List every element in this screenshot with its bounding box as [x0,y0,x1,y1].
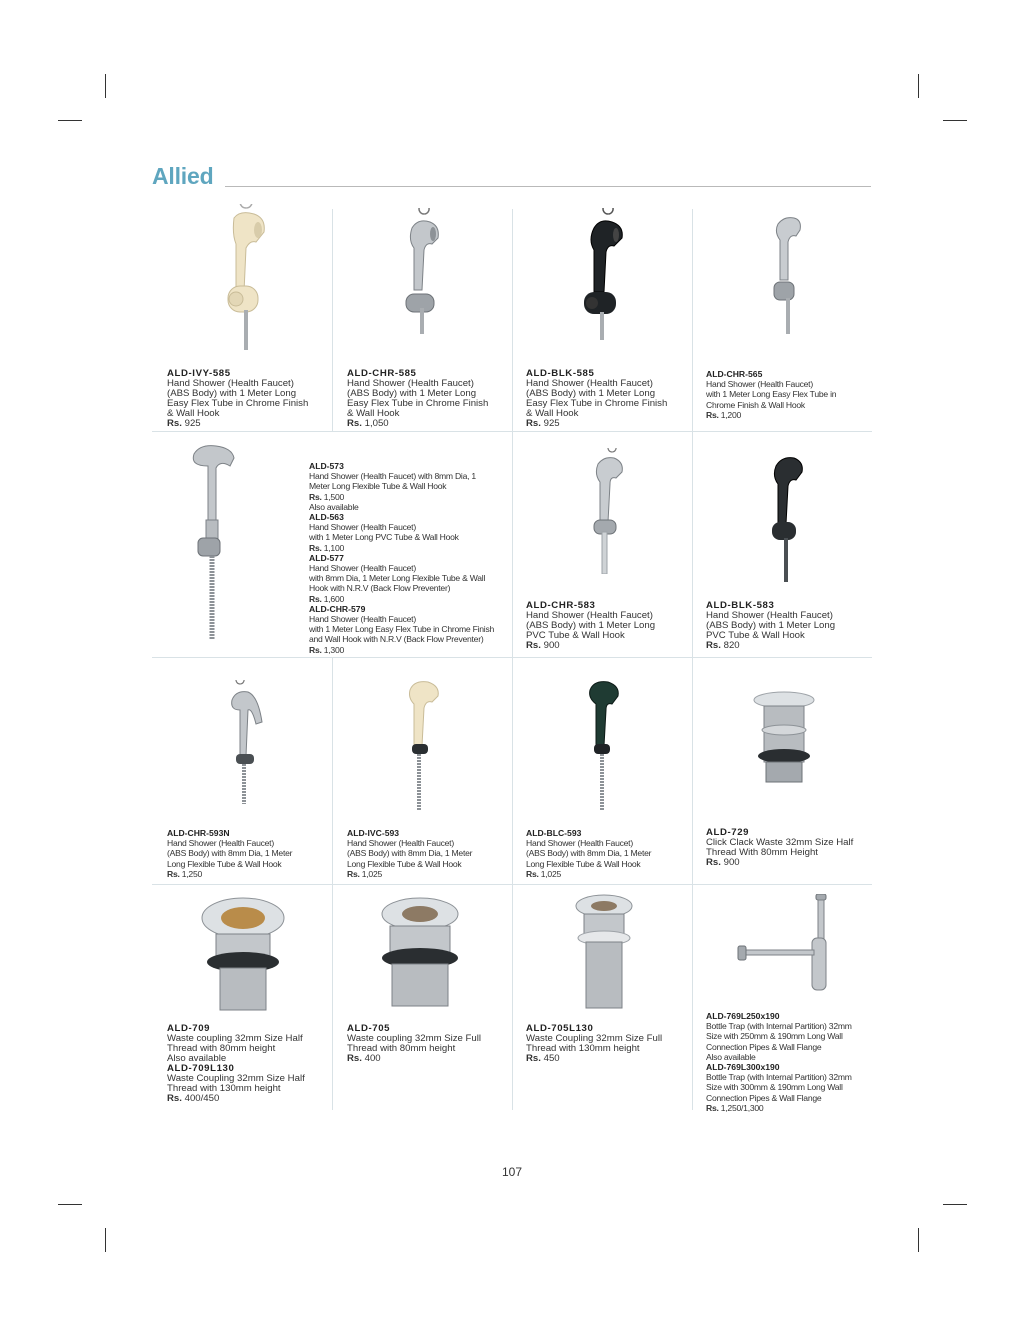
also-available-label: Also available [167,1053,227,1064]
hand-shower-icon [214,204,274,355]
product-desc-line: Waste Coupling 32mm Size Full [526,1033,663,1044]
hand-shower-icon [398,208,446,339]
price-prefix: Rs. [526,640,541,651]
also-available-label: Also available [706,1051,756,1062]
crop-mark [58,1204,82,1205]
variant-code: ALD-709L130 [167,1063,235,1074]
product-code: ALD-CHR-585 [347,368,417,379]
column-divider [512,209,513,431]
page-number: 107 [501,1165,523,1179]
price-prefix: Rs. [309,491,322,502]
also-available-label: Also available [309,501,359,512]
product-code: ALD-769L250x190 [706,1011,780,1021]
product-code: ALD-705L130 [526,1023,594,1034]
product-desc-line: Bottle Trap (with Internal Partition) 32mm [706,1072,852,1083]
column-divider [332,658,333,884]
product-code: ALD-709 [167,1023,211,1034]
product-ALD-CHR-593N [167,828,327,879]
product-ALD-CHR-585 [347,369,507,429]
waste-coupling-icon [752,690,816,791]
product-desc-line: Hand Shower (Health Faucet) [706,379,813,390]
price-prefix: Rs. [526,1053,541,1064]
waste-coupling-icon [200,896,286,1019]
product-desc-line: (ABS Body) with 1 Meter Long [526,620,656,631]
product-code: ALD-CHR-593N [167,828,230,838]
product-desc-line: Waste Coupling 32mm Size Half [167,1073,305,1084]
product-price [706,1103,872,1113]
product-desc-line: (ABS Body) with 1 Meter Long [167,388,297,399]
product-desc-line: Size with 250mm & 190mm Long Wall [706,1031,843,1042]
product-desc-line: Waste coupling 32mm Size Half [167,1033,303,1044]
product-desc-line: Long Flexible Tube & Wall Hook [526,858,641,869]
product-desc-line: Hand Shower (Health Faucet) [526,610,653,621]
price-prefix: Rs. [347,1053,362,1064]
product-price [167,419,327,429]
product-code: ALD-IVY-585 [167,368,231,379]
price-prefix: Rs. [167,1093,182,1104]
hand-shower-icon [578,208,630,345]
product-desc-line: with 1 Meter Long Easy Flex Tube in [706,389,837,400]
price-prefix: Rs. [526,868,539,879]
product-desc-line: Hand Shower (Health Faucet) [167,838,274,849]
product-desc-line: Hand Shower (Health Faucet) [309,522,416,533]
product-desc-line: Hook with N.R.V (Back Flow Preventer) [309,583,451,594]
product-desc-line: & Wall Hook [347,408,400,419]
product-desc-line: Easy Flex Tube in Chrome Finish [347,398,489,409]
variant-price [309,594,509,604]
product-desc-line: Hand Shower (Health Faucet) [526,378,653,389]
column-divider [692,885,693,1110]
product-desc-line: Thread With 80mm Height [706,847,818,858]
product-price [526,641,686,651]
price-value: 1,500 [323,491,345,502]
price-value: 1,250 [181,868,203,879]
product-ALD-CHR-565 [706,369,872,420]
price-prefix: Rs. [526,418,541,429]
product-desc-line: Thread with 80mm height [167,1043,276,1054]
product-desc-line: with 1 Meter Long PVC Tube & Wall Hook [309,532,459,543]
product-desc-line: Hand Shower (Health Faucet) [706,610,833,621]
title-rule [225,186,871,187]
price-value: 1,100 [323,542,345,553]
product-code: ALD-573 [309,461,344,471]
crop-mark [918,74,919,98]
hand-shower-icon [186,440,240,649]
product-desc-line: Bottle Trap (with Internal Partition) 32mm [706,1021,852,1032]
waste-coupling-icon [574,894,634,1017]
product-desc-line: Easy Flex Tube in Chrome Finish [526,398,668,409]
variant-code: ALD-CHR-579 [309,603,366,614]
product-desc-line: Hand Shower (Health Faucet) [347,838,454,849]
product-desc-line: Hand Shower (Health Faucet) [167,378,294,389]
product-desc-line: Long Flexible Tube & Wall Hook [167,858,282,869]
product-desc-line: Hand Shower (Health Faucet) with 8mm Dia, 1 [309,471,476,482]
product-code: ALD-CHR-583 [526,600,596,611]
price-value: 820 [723,640,740,651]
price-prefix: Rs. [347,868,360,879]
product-price [347,869,507,879]
product-ALD-BLK-583 [706,601,872,651]
product-ALD-709 [167,1024,327,1104]
price-value: 400/450 [184,1093,220,1104]
product-desc-line: Waste coupling 32mm Size Full [347,1033,482,1044]
product-ALD-BLK-585 [526,369,686,429]
product-ALD-705L130 [526,1024,686,1064]
page-title: Allied [152,163,214,189]
price-value: 1,025 [361,868,383,879]
variant-code: ALD-563 [309,512,344,523]
product-desc-line: (ABS Body) with 1 Meter Long [347,388,477,399]
product-desc-line: Size with 300mm & 190mm Long Wall [706,1082,843,1093]
product-ALD-573 [309,461,509,655]
product-ALD-769L250x190 [706,1011,872,1113]
price-prefix: Rs. [347,418,362,429]
product-desc-line: (ABS Body) with 8mm Dia, 1 Meter [526,848,652,859]
product-price [706,410,872,420]
price-value: 1,050 [364,418,389,429]
product-code: ALD-729 [706,827,750,838]
price-value: 400 [364,1053,381,1064]
variant-price [309,645,509,655]
product-desc-line: Hand Shower (Health Faucet) [309,563,416,574]
crop-mark [58,120,82,121]
price-value: 1,300 [323,644,345,655]
product-desc-line: Easy Flex Tube in Chrome Finish [167,398,309,409]
price-prefix: Rs. [167,868,180,879]
product-desc-line: & Wall Hook [526,408,579,419]
column-divider [512,432,513,657]
product-desc-line: (ABS Body) with 8mm Dia, 1 Meter [167,848,293,859]
hand-shower-icon [768,212,808,339]
product-desc-line: (ABS Body) with 8mm Dia, 1 Meter [347,848,473,859]
product-code: ALD-BLK-583 [706,600,775,611]
product-ALD-705 [347,1024,507,1064]
product-ALD-IVC-593 [347,828,507,879]
bottle-trap-icon [736,894,830,999]
product-price [526,1054,686,1064]
product-desc-line: PVC Tube & Wall Hook [526,630,625,641]
price-prefix: Rs. [706,1102,719,1113]
product-ALD-729 [706,828,872,868]
product-price [526,869,686,879]
product-desc-line: Meter Long Flexible Tube & Wall Hook [309,481,447,492]
price-value: 900 [543,640,560,651]
hand-shower-icon [588,448,628,579]
price-prefix: Rs. [706,409,719,420]
product-desc-line: Connection Pipes & Wall Flange [706,1092,822,1103]
product-desc-line: Thread with 80mm height [347,1043,456,1054]
price-value: 1,200 [720,409,742,420]
product-code: ALD-BLC-593 [526,828,582,838]
product-price [309,492,509,502]
variant-code: ALD-769L300x190 [706,1062,780,1073]
column-divider [692,432,693,657]
crop-mark [943,1204,967,1205]
column-divider [332,209,333,431]
product-code: ALD-BLK-585 [526,368,595,379]
column-divider [692,209,693,431]
product-desc-line: Hand Shower (Health Faucet) [309,614,416,625]
price-prefix: Rs. [309,593,322,604]
product-desc-line: and Wall Hook with N.R.V (Back Flow Preventer) [309,634,484,645]
product-desc-line: Connection Pipes & Wall Flange [706,1041,822,1052]
product-desc-line: with 8mm Dia, 1 Meter Long Flexible Tube & Wall [309,573,486,584]
price-value: 1,025 [540,868,562,879]
hand-shower-icon [226,680,266,811]
product-ALD-IVY-585 [167,369,327,429]
product-price [167,1094,327,1104]
crop-mark [918,1228,919,1252]
price-value: 925 [543,418,560,429]
price-value: 450 [543,1053,560,1064]
waste-coupling-icon [378,896,462,1015]
product-desc-line: Long Flexible Tube & Wall Hook [347,858,462,869]
product-desc-line: Thread with 130mm height [526,1043,640,1054]
product-desc-line: Hand Shower (Health Faucet) [347,378,474,389]
column-divider [692,658,693,884]
price-prefix: Rs. [706,857,721,868]
product-price [706,858,872,868]
product-ALD-BLC-593 [526,828,686,879]
hand-shower-icon [404,674,444,817]
price-prefix: Rs. [706,640,721,651]
hand-shower-icon [766,450,808,587]
product-price [347,419,507,429]
crop-mark [105,1228,106,1252]
product-desc-line: & Wall Hook [167,408,220,419]
product-desc-line: (ABS Body) with 1 Meter Long [706,620,836,631]
product-desc-line: Thread with 130mm height [167,1083,281,1094]
product-price [706,641,872,651]
price-prefix: Rs. [309,644,322,655]
product-desc-line: Click Clack Waste 32mm Size Half [706,837,854,848]
product-ALD-CHR-583 [526,601,686,651]
column-divider [512,658,513,884]
crop-mark [943,120,967,121]
price-prefix: Rs. [167,418,182,429]
variant-price [309,543,509,553]
price-value: 900 [723,857,740,868]
variant-code: ALD-577 [309,552,344,563]
product-price [167,869,327,879]
column-divider [332,885,333,1110]
price-value: 1,600 [323,593,345,604]
product-price [526,419,686,429]
price-value: 925 [184,418,201,429]
product-code: ALD-IVC-593 [347,828,400,838]
column-divider [512,885,513,1110]
product-desc-line: with 1 Meter Long Easy Flex Tube in Chrome Finish [309,624,495,635]
price-value: 1,250/1,300 [720,1102,764,1113]
product-code: ALD-CHR-565 [706,369,763,379]
product-desc-line: Chrome Finish & Wall Hook [706,399,805,410]
product-code: ALD-705 [347,1023,391,1034]
product-desc-line: PVC Tube & Wall Hook [706,630,805,641]
hand-shower-icon [584,674,626,817]
product-desc-line: Hand Shower (Health Faucet) [526,838,633,849]
product-desc-line: (ABS Body) with 1 Meter Long [526,388,656,399]
crop-mark [105,74,106,98]
price-prefix: Rs. [309,542,322,553]
product-price [347,1054,507,1064]
